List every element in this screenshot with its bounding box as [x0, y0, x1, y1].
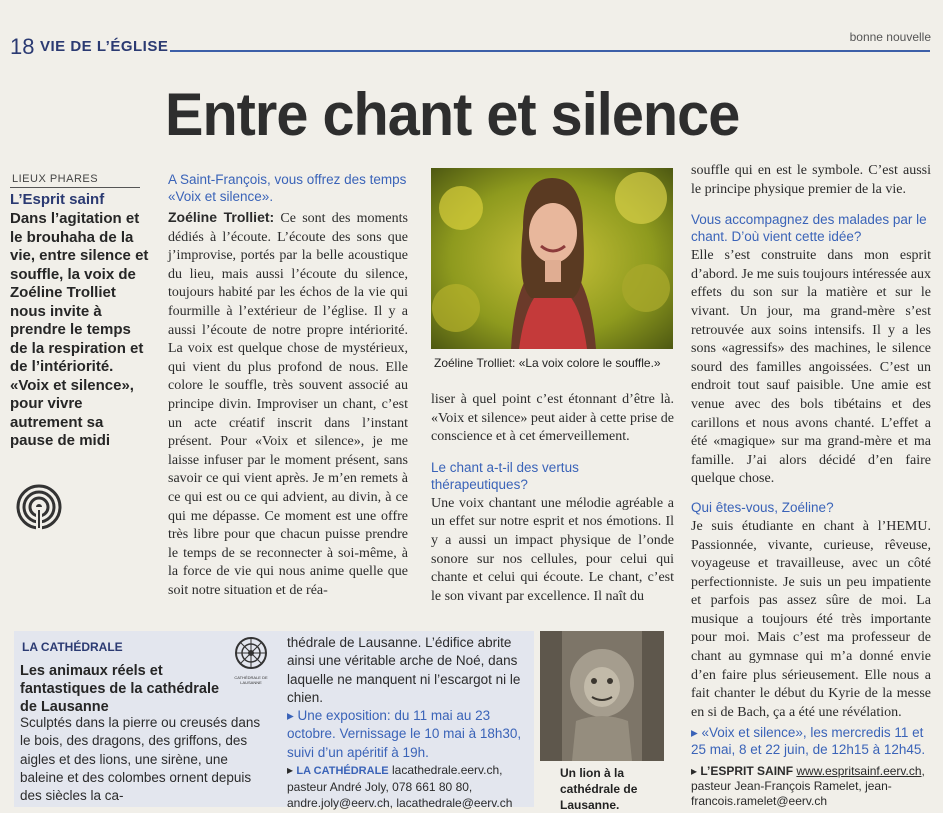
answer-text: Ce sont des moments dédiés à l’écoute. L’écoute des sons que j’improvise, portés par la belle acoustique du lieu, mais aussi l’écoute du silence, toujours habité par les échos de la vie qui fourmille à l’extérieur de l’église. Il y a aussi l’écoute de notre propre intériorité. La voix est quelque chose de mystérieux, qui vient du plus profond de nous. Elle colore le souffle, très souvent associé au principe divin. Improviser un chant, c’est un acte créatif inscrit dans l’instant présent. Pour «Voix et silence», je me laisse infuser par le moment présent, sans savoir ce qui vient après. Je m’en remets à ce qui est ou ce qui advient, au divin, à ce qui me dépasse. Ce moment est une offre très libre pour que chacun puisse prendre le temps de se reconnecter à soi-même, à la force de vie qui nous anime quelle que soit notre situation et de réa-	[168, 211, 408, 598]
column-3	[691, 162, 931, 809]
question-voix-et-silence: A Saint-François, vous offrez des temps «Voix et silence».	[168, 172, 407, 204]
column-1	[168, 171, 408, 600]
paragraph: Une voix chantant une mélodie agréable a un effet sur notre esprit et nos émotions. Il y a aussi un impact physique de l’onde sonore sur nos cellules, pour celui qui chante et celui qui écoute. Le chant, c’est le son vivant par excellence. Il naît du	[431, 495, 674, 604]
contact-info	[691, 764, 931, 809]
cathedral-logo-text: CATHÉDRALE DE LAUSANNE	[234, 675, 268, 685]
contact-tag: L’ESPRIT SAINF	[700, 764, 794, 779]
cathedral-contact	[287, 762, 529, 811]
paragraph: Je suis étudiante en chant à l’HEMU. Passionnée, vivante, curieuse, rêveuse, voyageuse et travailleuse, avec un côté perfectionniste. Je suis un peu impatiente et parfois pas assez sûre de moi. La musique a toujours été très importante pour moi. Mais c’est ma professeur de chant au gymnase qui m’a donné envie d’en faire plus sérieusement. Elle nous a fait chanter le début du Kyrie de la messe en si de Bach, ça a été une révélation.	[691, 518, 931, 720]
box-text-right	[287, 634, 529, 811]
question-qui-etes-vous: Qui êtes-vous, Zoéline?	[691, 499, 834, 515]
section-title: VIE DE L’ÉGLISE	[40, 38, 169, 55]
answer-paragraph	[168, 208, 408, 600]
paragraph: souffle qui en est le symbole. C’est aussi le principe physique premier de la vie.	[691, 163, 931, 197]
arrow-icon: ▸	[691, 725, 702, 741]
contact-tag: LA CATHÉDRALE	[296, 765, 389, 778]
box-tag: LA CATHÉDRALE	[22, 640, 123, 654]
sidebar-lead: Dans l’agitation et le brouhaha de la vie, entre silence et souffle, la voix de Zoéline Trolliet nous invite à prendre le temps de la respiration et de l’intériorité. «Voix et silence», pour vivre autrement sa pause de midi	[10, 210, 149, 449]
event-info	[691, 724, 931, 758]
arrow-icon: ▸	[287, 708, 298, 724]
box-text-left: Sculptés dans la pierre ou creusés dans le bois, des dragons, des griffons, des aigles et des lions, une sirène, une baleine et des colombes ornent depuis des siècles la ca-	[20, 715, 261, 804]
arrow-icon: ▸	[287, 763, 297, 778]
labyrinth-icon	[16, 484, 62, 530]
header-rule	[170, 50, 930, 52]
sidebar-rule	[10, 187, 140, 188]
speaker-name: Zoéline Trolliet:	[168, 209, 275, 225]
exhibition-info	[287, 707, 529, 762]
arrow-icon: ▸	[691, 764, 701, 779]
lion-caption: Un lion à la cathédrale de Lausanne.	[560, 766, 638, 812]
paragraph: Elle s’est construite dans mon esprit d’abord. Je me suis toujours intéressée aux effets du son sur la matière et sur le vivant. Un jour, ma grand-mère s’est retrouvée aux soins intensifs. Il y a les sons «agressifs» des machines, le silence sourd des familles angoissées. C’est un endroit tout sauf paisible. Une amie est venue avec des bols tibétains et des carillons et nous avons chanté. L’effet a été «magique» sur ma grand-mère et ma famille. J’ai alors décidé d’en faire quelque chose.	[691, 248, 931, 487]
publication-brand: bonne nouvelle	[849, 30, 931, 44]
article-headline: Entre chant et silence	[165, 81, 740, 148]
question-therapeutic: Le chant a-t-il des vertus thérapeutiques?	[431, 459, 579, 492]
rose-window-icon	[234, 636, 268, 670]
paragraph: liser à quel point c’est étonnant d’être là. «Voix et silence» peut aider à cette prise de conscience et à cet émerveillement.	[431, 392, 674, 445]
question-malades: Vous accompagnez des malades par le chant. D’où vient cette idée?	[691, 212, 927, 245]
paragraph: thédrale de Lausanne. L’édifice abrite ainsi une véritable arche de Noé, dans laquelle ne manquent ni l’escargot ni le chien.	[287, 635, 521, 705]
cathedral-logo	[234, 636, 268, 685]
contact-details: , pasteur Jean-François Ramelet, jean-francois.ramelet@eerv.ch	[691, 764, 925, 809]
column-2	[431, 391, 674, 606]
exhibition-text: Une exposition: du 11 mai au 23 octobre. Vernissage le 10 mai à 18h30, suivi d’un apéritif à 19h.	[287, 708, 522, 760]
lion-sculpture-photo	[540, 631, 664, 761]
box-title: Les animaux réels et fantastiques de la cathédrale de Lausanne	[20, 663, 220, 715]
sidebar-label: LIEUX PHARES	[12, 173, 99, 185]
event-text: «Voix et silence», les mercredis 11 et 25 mai, 8 et 22 juin, de 12h15 à 12h45.	[691, 725, 926, 758]
page-number: 18	[10, 34, 35, 59]
photo-caption: Zoéline Trolliet: «La voix colore le souffle.»	[434, 356, 661, 370]
portrait-photo	[431, 168, 673, 349]
contact-details: lacathedrale.eerv.ch, pasteur André Joly, 078 661 80 80, andre.joly@eerv.ch, lacathedrale@eerv.ch	[287, 763, 513, 811]
sidebar-title: L’Esprit sainf	[10, 191, 105, 208]
website-link[interactable]: www.espritsainf.eerv.ch	[796, 764, 922, 779]
